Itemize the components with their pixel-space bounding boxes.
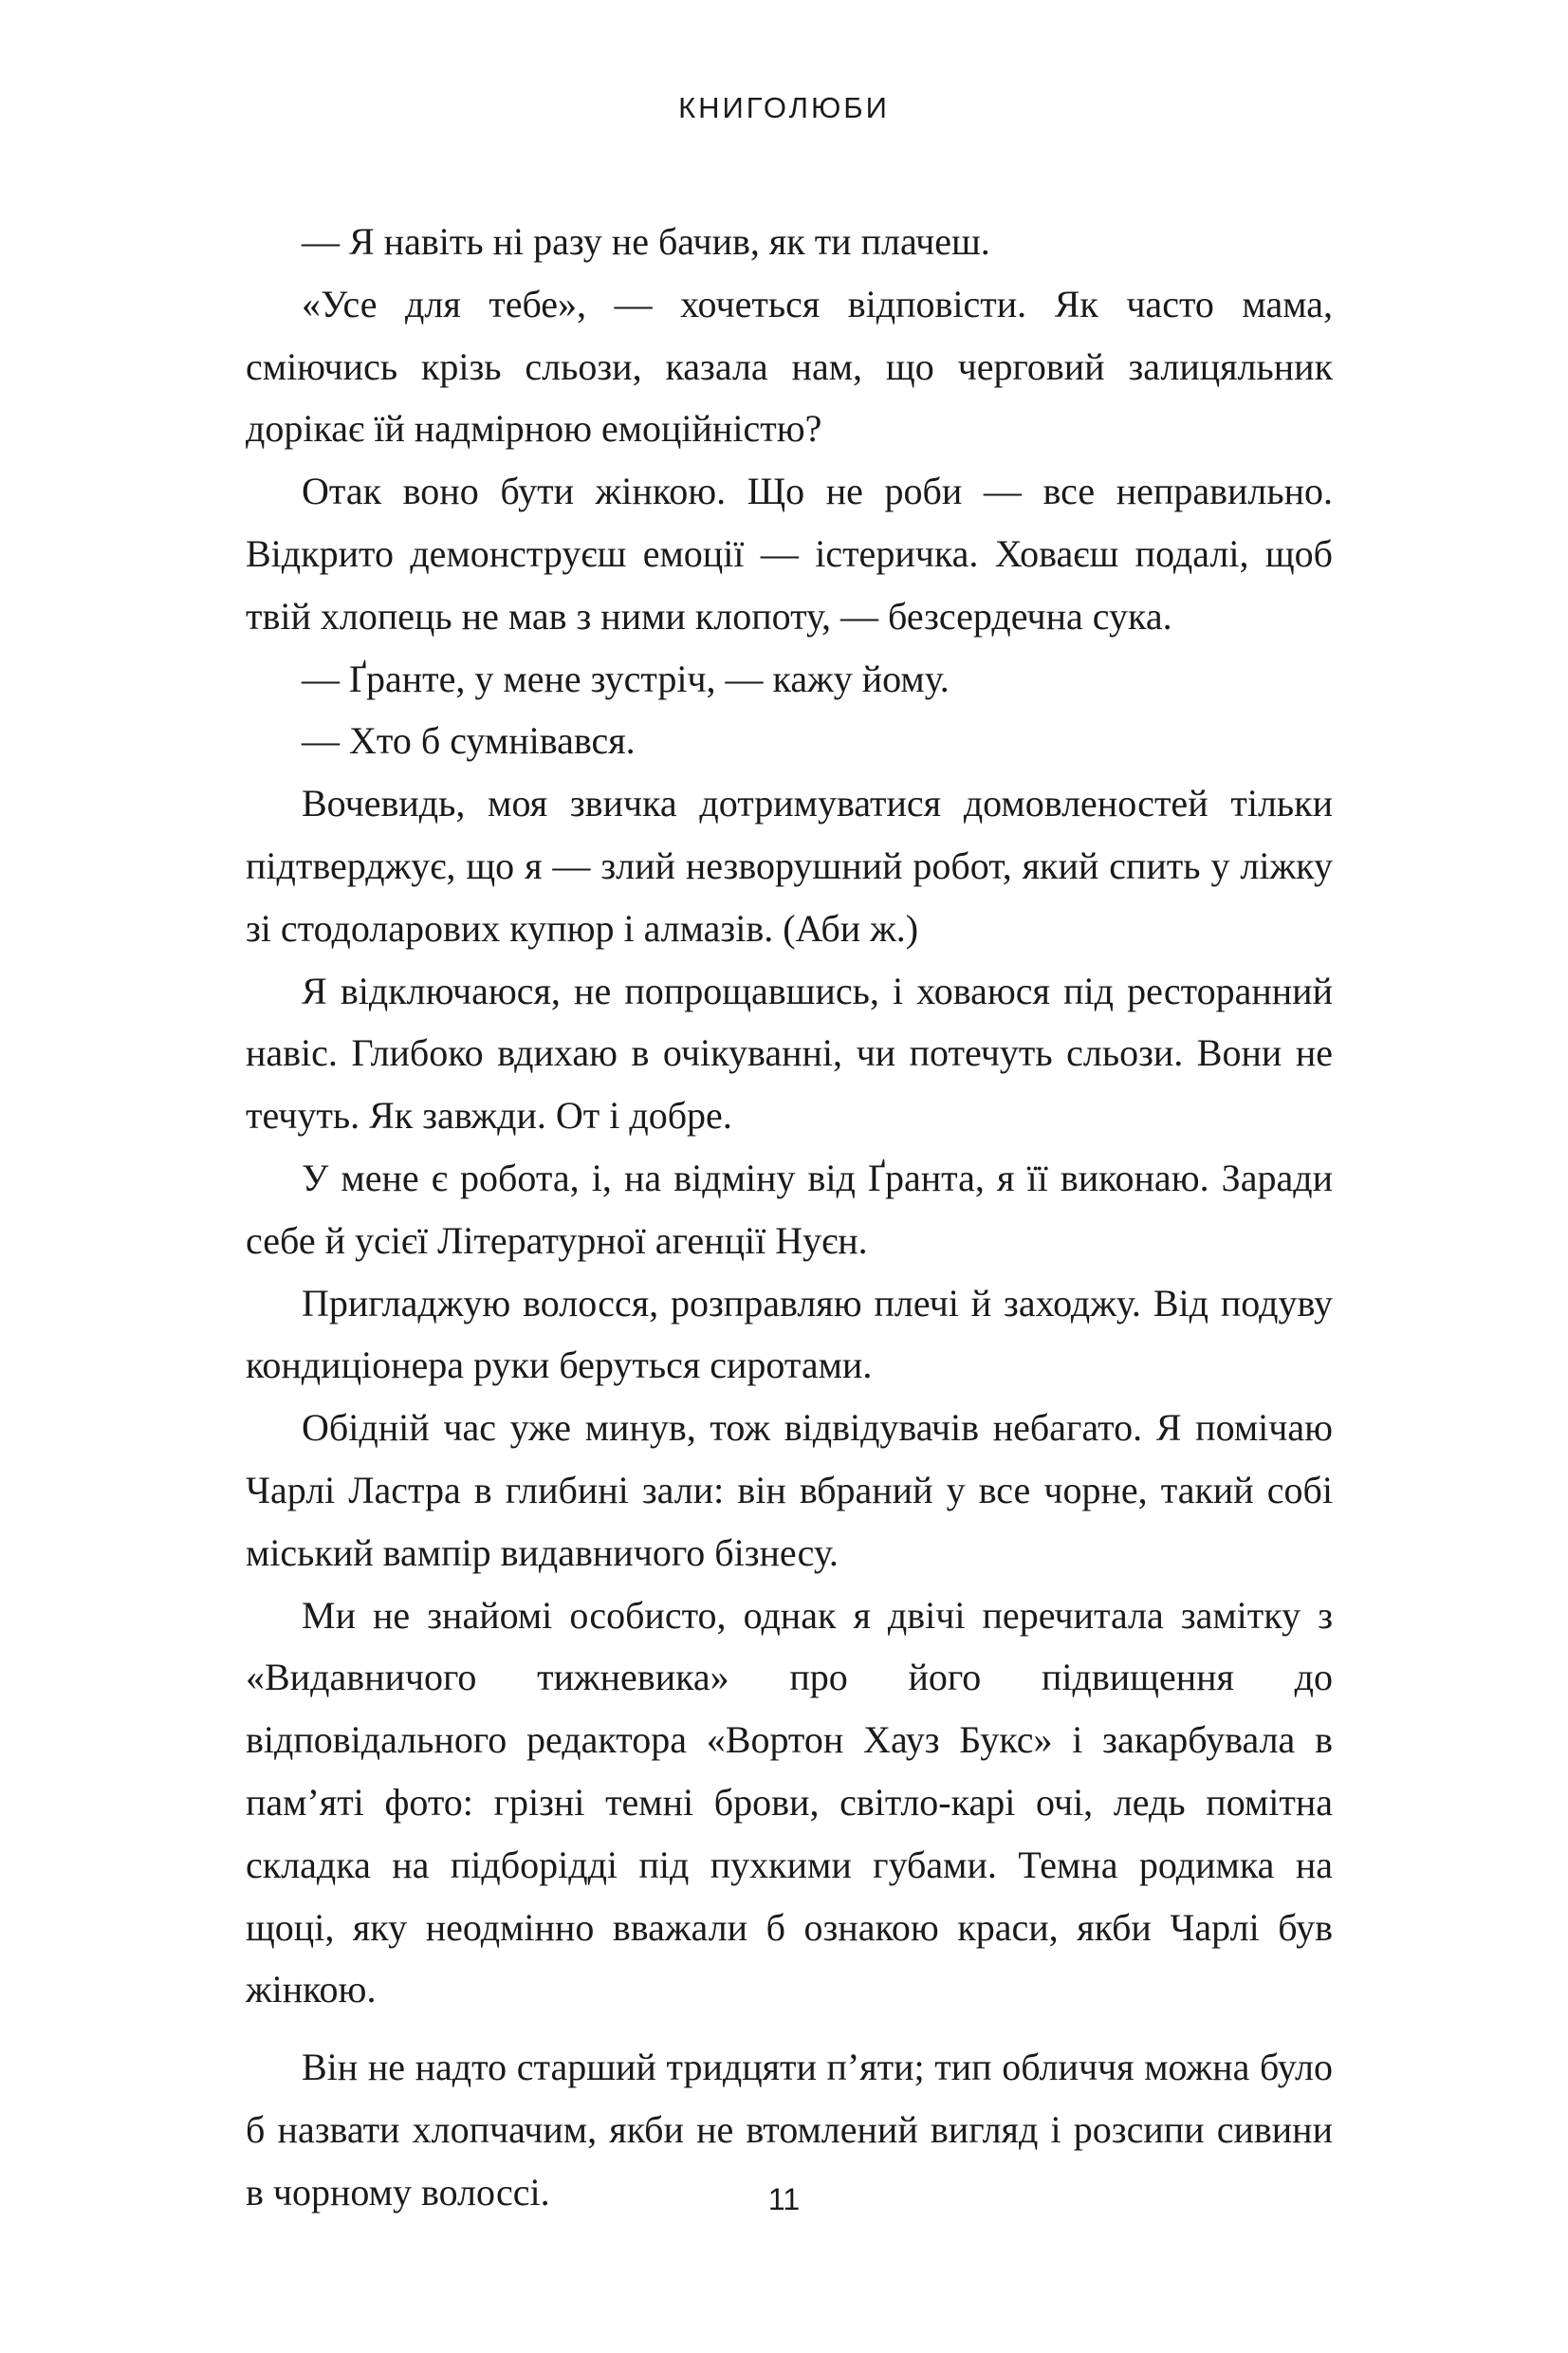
- paragraph: Я відключаюся, не попрощавшись, і ховаюся під ресторанний навіс. Глибоко вдихаю в очікуванні, чи потечуть сльози. Вони не течуть. Як завжди. От і добре.: [246, 969, 1333, 1138]
- paragraph: У мене є робота, і, на відміну від Ґранта, я її виконаю. Заради себе й усієї Літературної агенції Нуєн.: [246, 1156, 1333, 1262]
- paragraph: Ми не знайомі особисто, однак я двічі перечитала замітку з «Видавничого тижневика» про його підвищення до відповідального редактора «Вортон Хауз Букс» і закарбувала в пам’яті фото: грізні темні брови, світло-карі очі, ледь помітна складка на підборідді під пухкими губами. Темна родимка на щоці, яку неодмінно вважали б ознакою краси, якби Чарлі був жінкою.: [246, 1593, 1333, 2011]
- paragraph: Обідній час уже минув, тож відвідувачів небагато. Я помічаю Чарлі Ластра в глибині зали: він вбраний у все чорне, такий собі міський вампір видавничого бізнесу.: [246, 1406, 1333, 1574]
- paragraph: «Усе для тебе», — хочеться відповісти. Як часто мама, сміючись крізь сльози, казала нам, що черговий залицяльник дорікає їй надмірною емоційністю?: [246, 282, 1333, 451]
- paragraph: — Хто б сумнівався.: [302, 719, 636, 763]
- paragraph: — Я навіть ні разу не бачив, як ти плачеш.: [302, 220, 990, 263]
- paragraph: Він не надто старший тридцяти п’яти; тип обличчя можна було б назвати хлопчачим, якби не втомлений вигляд і розсипи сивини в чорному волоссі.: [246, 2046, 1333, 2214]
- page-number: 11: [767, 2182, 801, 2216]
- paragraph: — Ґранте, у мене зустріч, — кажу йому.: [302, 657, 950, 700]
- running-title: КНИГОЛЮБИ: [678, 91, 890, 124]
- paragraph: Пригладжую волосся, розправляю плечі й заходжу. Від подуву кондиціонера руки беруться сиротами.: [246, 1281, 1333, 1387]
- body-text: [246, 211, 1333, 2224]
- paragraph: Отак воно бути жінкою. Що не роби — все неправильно. Відкрито демонструєш емоції — істеричка. Ховаєш подалі, щоб твій хлопець не мав з ними клопоту, — безсердечна сука.: [246, 470, 1333, 638]
- paragraph: Вочевидь, моя звичка дотримуватися домовленостей тільки підтверджує, що я — злий незворушний робот, який спить у ліжку зі стодоларових купюр і алмазів. (Аби ж.): [246, 782, 1333, 950]
